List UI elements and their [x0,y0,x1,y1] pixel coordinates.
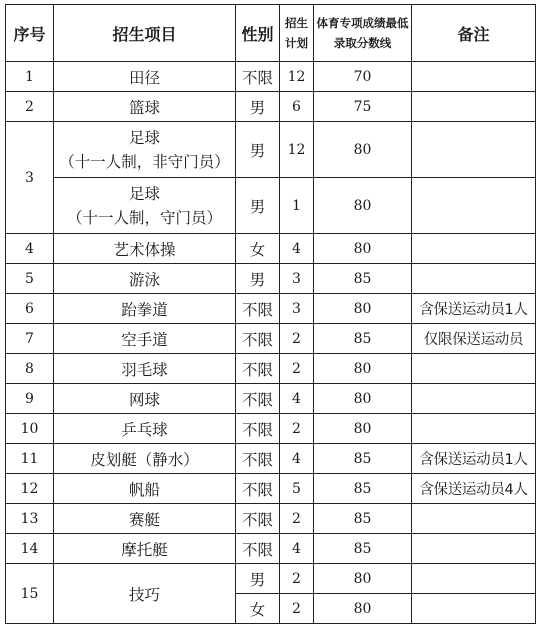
row-note [412,564,536,594]
row-plan: 1 [280,178,314,234]
row-plan: 4 [280,534,314,564]
row-note [412,384,536,414]
row-project-line1: 足球 [128,128,160,147]
row-project: 技巧 [54,564,236,624]
row-score: 80 [314,122,412,178]
row-index: 2 [6,92,54,122]
table-row [6,474,536,504]
row-gender: 不限 [236,414,280,444]
row-note [412,122,536,178]
row-score: 80 [314,594,412,624]
row-gender: 不限 [236,62,280,92]
row-plan: 2 [280,564,314,594]
table-row [6,62,536,92]
table-row [6,122,536,178]
row-project: 网球 [54,384,236,414]
row-note [412,178,536,234]
row-note [412,92,536,122]
row-project-line2: （十一人制，守门员） [66,208,222,227]
table-row [6,264,536,294]
row-project: 跆拳道 [54,294,236,324]
row-gender: 女 [236,234,280,264]
row-note: 仅限保送运动员 [412,324,536,354]
row-plan: 2 [280,324,314,354]
row-score: 85 [314,504,412,534]
row-project: 篮球 [54,92,236,122]
header-index: 序号 [6,5,54,62]
row-project: 游泳 [54,264,236,294]
row-gender: 不限 [236,324,280,354]
table-row [6,92,536,122]
admission-table [5,4,536,624]
row-gender: 不限 [236,444,280,474]
row-note: 含保送运动员4人 [412,474,536,504]
row-note [412,354,536,384]
row-index: 12 [6,474,54,504]
table-row [6,564,536,594]
row-project: 乒乓球 [54,414,236,444]
row-score: 80 [314,234,412,264]
row-gender: 不限 [236,534,280,564]
row-project-line1: 足球 [128,184,160,203]
row-score: 80 [314,294,412,324]
row-project: 摩托艇 [54,534,236,564]
table-row [6,294,536,324]
row-index: 14 [6,534,54,564]
row-score: 70 [314,62,412,92]
row-gender: 不限 [236,504,280,534]
row-gender: 不限 [236,354,280,384]
row-project-line2: （十一人制，非守门员） [59,152,230,171]
row-gender: 男 [236,92,280,122]
row-gender: 男 [236,564,280,594]
table-row [6,234,536,264]
row-plan: 3 [280,264,314,294]
table-row [6,178,536,234]
row-project: 空手道 [54,324,236,354]
row-plan: 12 [280,62,314,92]
row-score: 75 [314,92,412,122]
row-score: 85 [314,444,412,474]
header-score: 体育专项成绩最低录取分数线 [314,5,412,62]
row-gender: 不限 [236,294,280,324]
table-row [6,354,536,384]
row-project: 艺术体操 [54,234,236,264]
header-plan: 招生计划 [280,5,314,62]
row-score: 85 [314,474,412,504]
row-plan: 4 [280,444,314,474]
header-gender: 性别 [236,5,280,62]
row-note [412,414,536,444]
row-gender: 不限 [236,384,280,414]
row-plan: 2 [280,594,314,624]
row-score: 80 [314,178,412,234]
row-project: 田径 [54,62,236,92]
row-index: 15 [6,564,54,624]
row-plan: 4 [280,234,314,264]
row-note [412,234,536,264]
row-index: 3 [6,122,54,234]
row-note: 含保送运动员1人 [412,444,536,474]
row-gender: 男 [236,178,280,234]
row-note [412,62,536,92]
row-note [412,264,536,294]
row-gender: 男 [236,122,280,178]
row-score: 80 [314,414,412,444]
table-row [6,534,536,564]
row-index: 7 [6,324,54,354]
table-row [6,444,536,474]
row-plan: 2 [280,354,314,384]
row-plan: 4 [280,384,314,414]
row-index: 11 [6,444,54,474]
row-plan: 6 [280,92,314,122]
row-gender: 女 [236,594,280,624]
row-index: 1 [6,62,54,92]
row-gender: 男 [236,264,280,294]
row-project [54,122,236,178]
row-plan: 12 [280,122,314,178]
row-project: 赛艇 [54,504,236,534]
row-plan: 2 [280,414,314,444]
row-score: 85 [314,324,412,354]
row-score: 80 [314,564,412,594]
row-project [54,178,236,234]
row-score: 85 [314,264,412,294]
row-score: 80 [314,384,412,414]
row-note [412,534,536,564]
row-index: 6 [6,294,54,324]
row-note [412,504,536,534]
table-row [6,504,536,534]
row-index: 4 [6,234,54,264]
row-index: 13 [6,504,54,534]
row-plan: 3 [280,294,314,324]
row-index: 10 [6,414,54,444]
row-note [412,594,536,624]
row-index: 5 [6,264,54,294]
row-project: 羽毛球 [54,354,236,384]
row-plan: 2 [280,504,314,534]
row-project: 帆船 [54,474,236,504]
row-index: 9 [6,384,54,414]
row-score: 80 [314,354,412,384]
row-note: 含保送运动员1人 [412,294,536,324]
row-score: 85 [314,534,412,564]
row-plan: 5 [280,474,314,504]
table-row [6,384,536,414]
table-row [6,324,536,354]
row-gender: 不限 [236,474,280,504]
header-project: 招生项目 [54,5,236,62]
table-row [6,414,536,444]
row-project: 皮划艇（静水） [54,444,236,474]
header-note: 备注 [412,5,536,62]
row-index: 8 [6,354,54,384]
header-row [6,5,536,62]
